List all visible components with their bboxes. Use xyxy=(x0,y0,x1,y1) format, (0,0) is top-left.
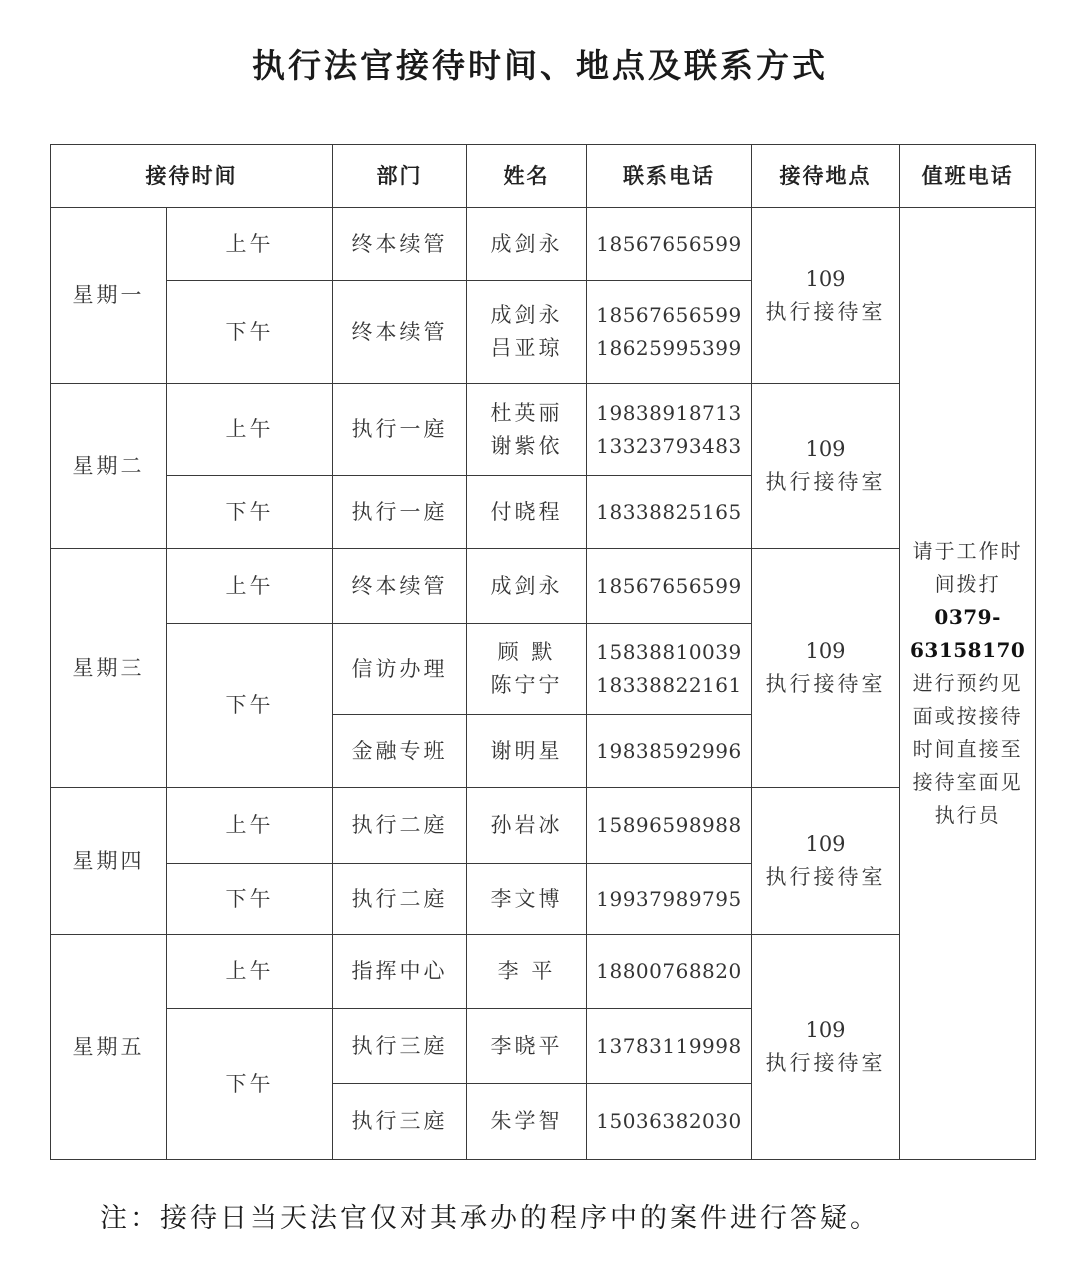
dept-cell: 执行三庭 xyxy=(333,1084,467,1160)
phone-cell xyxy=(587,1009,752,1084)
person-name: 杜英丽 xyxy=(490,400,563,425)
duty-phone-cell xyxy=(900,208,1036,1160)
person-name: 顾 默 xyxy=(497,640,556,664)
name-cell xyxy=(467,1084,587,1160)
dept-cell: 终本续管 xyxy=(333,281,467,384)
phone-number: 19937989795 xyxy=(596,886,742,911)
period-am: 上午 xyxy=(167,384,333,476)
footnote: 注：接待日当天法官仅对其承办的程序中的案件进行答疑。 xyxy=(100,1203,880,1234)
location-cell xyxy=(752,935,900,1160)
person-name: 付晓程 xyxy=(490,499,563,524)
phone-cell xyxy=(587,549,752,624)
person-name: 陈宁宁 xyxy=(490,673,563,697)
room-number: 109 xyxy=(805,437,846,461)
phone-number: 19838592996 xyxy=(596,738,742,763)
duty-text-before: 请于工作时间拨打 xyxy=(912,539,1023,596)
phone-cell xyxy=(587,208,752,281)
table-row xyxy=(51,384,1036,476)
day-friday: 星期五 xyxy=(51,935,167,1160)
phone-number: 15838810039 xyxy=(596,640,742,664)
room-name: 执行接待室 xyxy=(765,470,886,494)
period-am: 上午 xyxy=(167,935,333,1009)
name-cell xyxy=(467,281,587,384)
phone-number: 18567656599 xyxy=(596,303,742,327)
period-am: 上午 xyxy=(167,208,333,281)
header-time: 接待时间 xyxy=(51,145,333,208)
name-cell xyxy=(467,1009,587,1084)
period-pm: 下午 xyxy=(167,1009,333,1160)
room-name: 执行接待室 xyxy=(765,299,886,324)
dept-cell: 金融专班 xyxy=(333,715,467,788)
name-cell xyxy=(467,788,587,864)
period-pm: 下午 xyxy=(167,281,333,384)
room-number: 109 xyxy=(805,639,846,663)
name-cell xyxy=(467,384,587,476)
person-name: 吕亚琼 xyxy=(490,336,563,360)
phone-cell xyxy=(587,864,752,935)
phone-number: 18338825165 xyxy=(596,499,742,524)
phone-number: 13323793483 xyxy=(596,433,742,458)
person-name: 李 平 xyxy=(497,959,556,983)
phone-cell xyxy=(587,935,752,1009)
name-cell xyxy=(467,715,587,788)
day-thursday: 星期四 xyxy=(51,788,167,935)
period-pm: 下午 xyxy=(167,864,333,935)
person-name: 成剑永 xyxy=(490,573,563,598)
room-number: 109 xyxy=(805,266,846,291)
dept-cell: 信访办理 xyxy=(333,624,467,715)
table-header-row xyxy=(51,145,1036,208)
phone-number: 13783119998 xyxy=(596,1033,742,1058)
phone-cell xyxy=(587,715,752,788)
header-location: 接待地点 xyxy=(752,145,900,208)
period-am: 上午 xyxy=(167,549,333,624)
day-wednesday: 星期三 xyxy=(51,549,167,788)
duty-text-after: 进行预约见面或按接待时间直接至接待室面见执行员 xyxy=(912,671,1023,827)
person-name: 孙岩冰 xyxy=(490,813,563,837)
header-dept: 部门 xyxy=(333,145,467,208)
page-title: 执行法官接待时间、地点及联系方式 xyxy=(252,46,828,85)
header-name: 姓名 xyxy=(467,145,587,208)
reception-schedule-table xyxy=(50,144,1036,1160)
dept-cell: 执行二庭 xyxy=(333,788,467,864)
phone-cell xyxy=(587,624,752,715)
period-pm: 下午 xyxy=(167,624,333,788)
header-duty: 值班电话 xyxy=(900,145,1036,208)
location-cell xyxy=(752,384,900,549)
name-cell xyxy=(467,864,587,935)
period-pm: 下午 xyxy=(167,476,333,549)
person-name: 李文博 xyxy=(490,886,563,911)
location-cell xyxy=(752,549,900,788)
name-cell xyxy=(467,624,587,715)
person-name: 成剑永 xyxy=(490,303,563,327)
period-am: 上午 xyxy=(167,788,333,864)
phone-number: 18625995399 xyxy=(596,336,742,360)
header-phone: 联系电话 xyxy=(587,145,752,208)
phone-cell xyxy=(587,1084,752,1160)
dept-cell: 执行二庭 xyxy=(333,864,467,935)
dept-cell: 指挥中心 xyxy=(333,935,467,1009)
phone-number: 18338822161 xyxy=(596,673,742,697)
table-row xyxy=(51,549,1036,624)
duty-phone-number: 0379-63158170 xyxy=(910,605,1026,662)
phone-number: 15896598988 xyxy=(596,813,742,837)
name-cell xyxy=(467,549,587,624)
dept-cell: 终本续管 xyxy=(333,208,467,281)
person-name: 谢明星 xyxy=(490,738,563,763)
room-name: 执行接待室 xyxy=(765,865,886,889)
dept-cell: 执行一庭 xyxy=(333,476,467,549)
dept-cell: 执行三庭 xyxy=(333,1009,467,1084)
person-name: 朱学智 xyxy=(490,1109,563,1133)
location-cell xyxy=(752,208,900,384)
name-cell xyxy=(467,935,587,1009)
phone-number: 15036382030 xyxy=(596,1109,742,1133)
phone-cell xyxy=(587,384,752,476)
room-name: 执行接待室 xyxy=(765,1051,886,1075)
day-monday: 星期一 xyxy=(51,208,167,384)
phone-number: 18567656599 xyxy=(596,231,742,256)
person-name: 谢紫依 xyxy=(490,433,563,458)
phone-cell xyxy=(587,788,752,864)
room-number: 109 xyxy=(805,832,846,856)
table-row xyxy=(51,208,1036,281)
day-tuesday: 星期二 xyxy=(51,384,167,549)
person-name: 李晓平 xyxy=(490,1033,563,1058)
dept-cell: 执行一庭 xyxy=(333,384,467,476)
person-name: 成剑永 xyxy=(490,231,563,256)
location-cell xyxy=(752,788,900,935)
table-row xyxy=(51,935,1036,1009)
phone-cell xyxy=(587,476,752,549)
dept-cell: 终本续管 xyxy=(333,549,467,624)
phone-number: 19838918713 xyxy=(596,400,742,425)
room-name: 执行接待室 xyxy=(765,672,886,696)
table-row xyxy=(51,788,1036,864)
name-cell xyxy=(467,476,587,549)
room-number: 109 xyxy=(805,1018,846,1042)
phone-number: 18567656599 xyxy=(596,573,742,598)
phone-cell xyxy=(587,281,752,384)
name-cell xyxy=(467,208,587,281)
phone-number: 18800768820 xyxy=(596,959,742,983)
